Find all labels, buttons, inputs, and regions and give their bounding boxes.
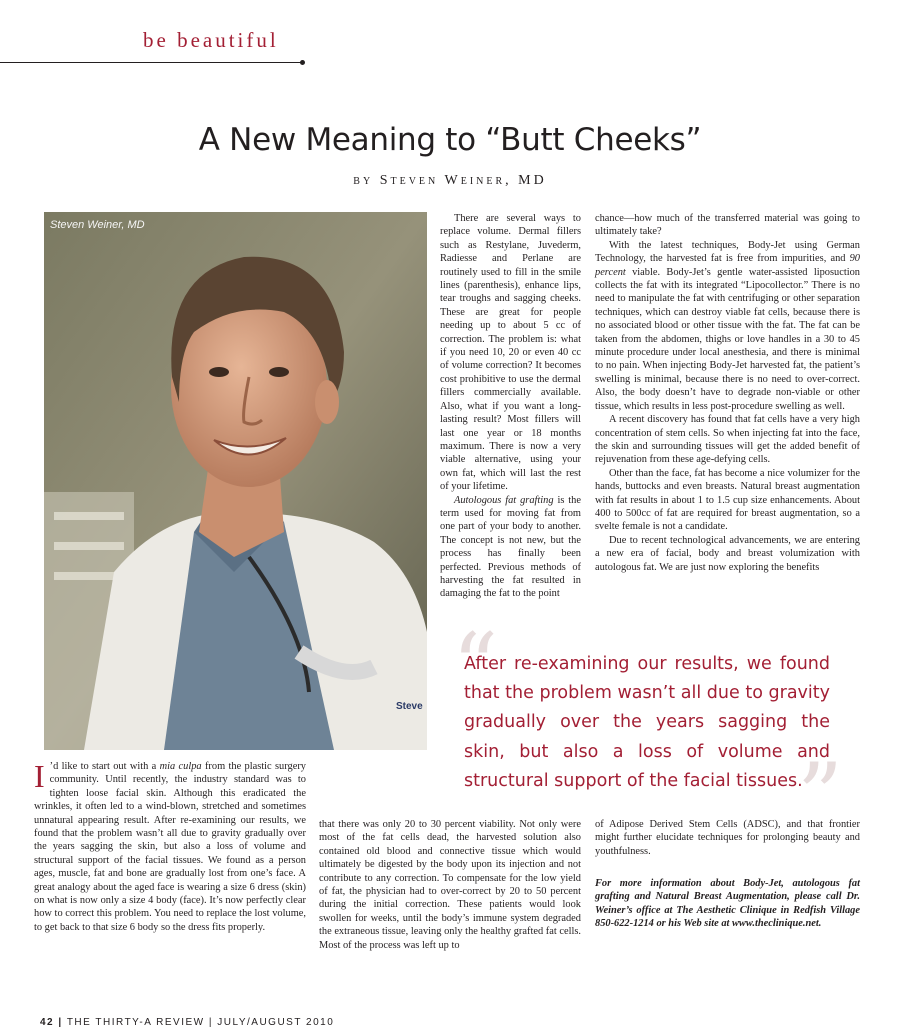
- paragraph: A recent discovery has found that fat cells have a very high concentration of stem cells. So when injecting fat into the face, the skin and surrounding tissues will get the added benefit of rejuvenation from these age-defying cells.: [595, 414, 860, 466]
- coat-text: Steve: [396, 701, 423, 712]
- paragraph-text: is the term used for moving fat from one part of your body to another. The concept is not new, but the process has finally been perfected. Previous methods of harvesting the fat resulted in damaging the fat to the point: [440, 494, 581, 600]
- header-rule-dot: [300, 60, 305, 65]
- emphasis: 90 percent: [595, 253, 860, 278]
- folio-separator: |: [58, 1017, 63, 1028]
- opening-paragraph: [34, 760, 306, 934]
- article-column-b: [595, 212, 860, 574]
- section-label: be beautiful: [143, 28, 279, 52]
- paragraph: [595, 239, 860, 413]
- publication-name: THE THIRTY-A REVIEW: [66, 1017, 205, 1028]
- close-quote-mark: ”: [797, 744, 844, 849]
- author-photo: [44, 212, 427, 750]
- article-headline: A New Meaning to “Butt Cheeks”: [198, 122, 702, 158]
- paragraph-text: With the latest techniques, Body-Jet using German Technology, the harvested fat is free from impurities, and: [595, 239, 860, 265]
- paragraph-text: viable. Body-Jet’s gentle water-assisted liposuction collects the fat with its integrated “Lipocollector.” There is no need to manipulate the fat with centrifuging or other separation techniques, which can destroy viable fat cells, because there is no associated blood or other tissue with the fat. The fat can be taken from the abdomen, thighs or love handles in a 30 to 45 minute procedure under local anesthesia, and there is minimal to no pain. When injecting Body-Jet harvested fat, the patient’s swelling is minimal, because there is no need to over-correct. Also, the body doesn’t have to degrade non-viable or other tissue, which results in less post-procedure swelling as well.: [595, 266, 860, 412]
- paragraph: of Adipose Derived Stem Cells (ADSC), and that frontier might further elucidate techniques for prolonging beauty and youthfulness.: [595, 819, 860, 857]
- paragraph: chance—how much of the transferred material was going to ultimately take?: [595, 213, 860, 238]
- article-column-d: [319, 818, 581, 952]
- paragraph: Other than the face, fat has become a nice volumizer for the hands, buttocks and even breasts. Natural breast augmentation with fat results in about 1 to 1.5 cup size enhancements. About 400 to 500cc of fat are required for breast augmentation, so a svelte female is not a candidate.: [595, 467, 860, 533]
- article-column-a: [440, 212, 581, 601]
- page-number: 42: [40, 1017, 55, 1028]
- photo-caption: Steven Weiner, MD: [50, 219, 145, 231]
- header-rule: [0, 62, 302, 63]
- drop-cap: I: [34, 758, 45, 794]
- article-byline: by Steven Weiner, MD: [353, 173, 547, 188]
- open-quote-mark: “: [452, 614, 499, 719]
- paragraph: that there was only 20 to 30 percent viability. Not only were most of the fat cells dead, the harvested solution also contained old blood and connective tissue which would ultimately be digested by the body upon its injection and not contribute to any correction. To compensate for the low yield of fat, the physician had to over-correct by 20 to 50 percent during the initial correction. These patients would look swollen for weeks, until the body’s immune system degraded the extraneous tissue, leaving only the healthy grafted fat cells. Most of the process was left up to: [319, 819, 581, 951]
- article-column-c: [34, 760, 306, 934]
- paragraph: [440, 494, 581, 601]
- issue-date: JULY/AUGUST 2010: [217, 1017, 335, 1028]
- paragraph: There are several ways to replace volume. Dermal fillers such as Restylane, Juvederm, Radiesse and Perlane are routinely used to fill in the smile lines (parenthesis), enhance lips, tear troughs and sagging cheeks. These are great for people needing up to about 5 cc of correction. The problem is: what if you need 10, 20 or even 40 cc of volume correction? It becomes cost prohibitive to use the dermal fillers commercially available. Also, what if you want a long-lasting result? Most fillers will last one year or 18 months maximum. There is now a very viable alternative, using your own fat, which will last the rest of your lifetime.: [440, 213, 581, 493]
- emphasis: Autologous fat grafting: [454, 494, 554, 506]
- emphasis: mia culpa: [159, 761, 202, 772]
- contact-info: For more information about Body-Jet, autologous fat grafting and Natural Breast Augmentation, please call Dr. Weiner’s office at The Aesthetic Clinique in Redfish Village 850-622-1214 or his Web site at www.theclinique.net.: [595, 878, 860, 930]
- pull-quote: After re-examining our results, we found that the problem wasn’t all due to gravity gradually over the years sagging the skin, but also a loss of volume and structural support of the facial tissues.: [464, 654, 830, 791]
- article-column-e: [595, 818, 860, 858]
- author-portrait-illustration: [44, 212, 427, 750]
- page-folio: 42 | THE THIRTY-A REVIEW | JULY/AUGUST 2010: [40, 1017, 335, 1028]
- paragraph-text: from the plastic surgery community. Until recently, the industry standard was to tighten loose facial skin. Although this eradicated the wrinkles, it often led to a wind-blown, stretched and sometimes unnatural appearing result. After re-examining our results, we found that the problem wasn’t all due to gravity gradually over the years sagging the skin, but also a loss of volume and structural support of the facial tissues. We found as a person ages, muscle, fat and bone are gradually lost from one’s face. A great analogy about the aged face is wearing a size 6 dress (skin) on what is now only a size 4 body (face). It’s now perfectly clear how to correct this problem. You need to replace the lost volume, to get back to that size 6 body so the dress fits properly.: [34, 761, 306, 933]
- paragraph-text: ’d like to start out with a: [49, 761, 160, 772]
- paragraph: Due to recent technological advancements, we are entering a new era of facial, body and breast volumization with autologous fat. We are just now exploring the benefits: [595, 534, 860, 573]
